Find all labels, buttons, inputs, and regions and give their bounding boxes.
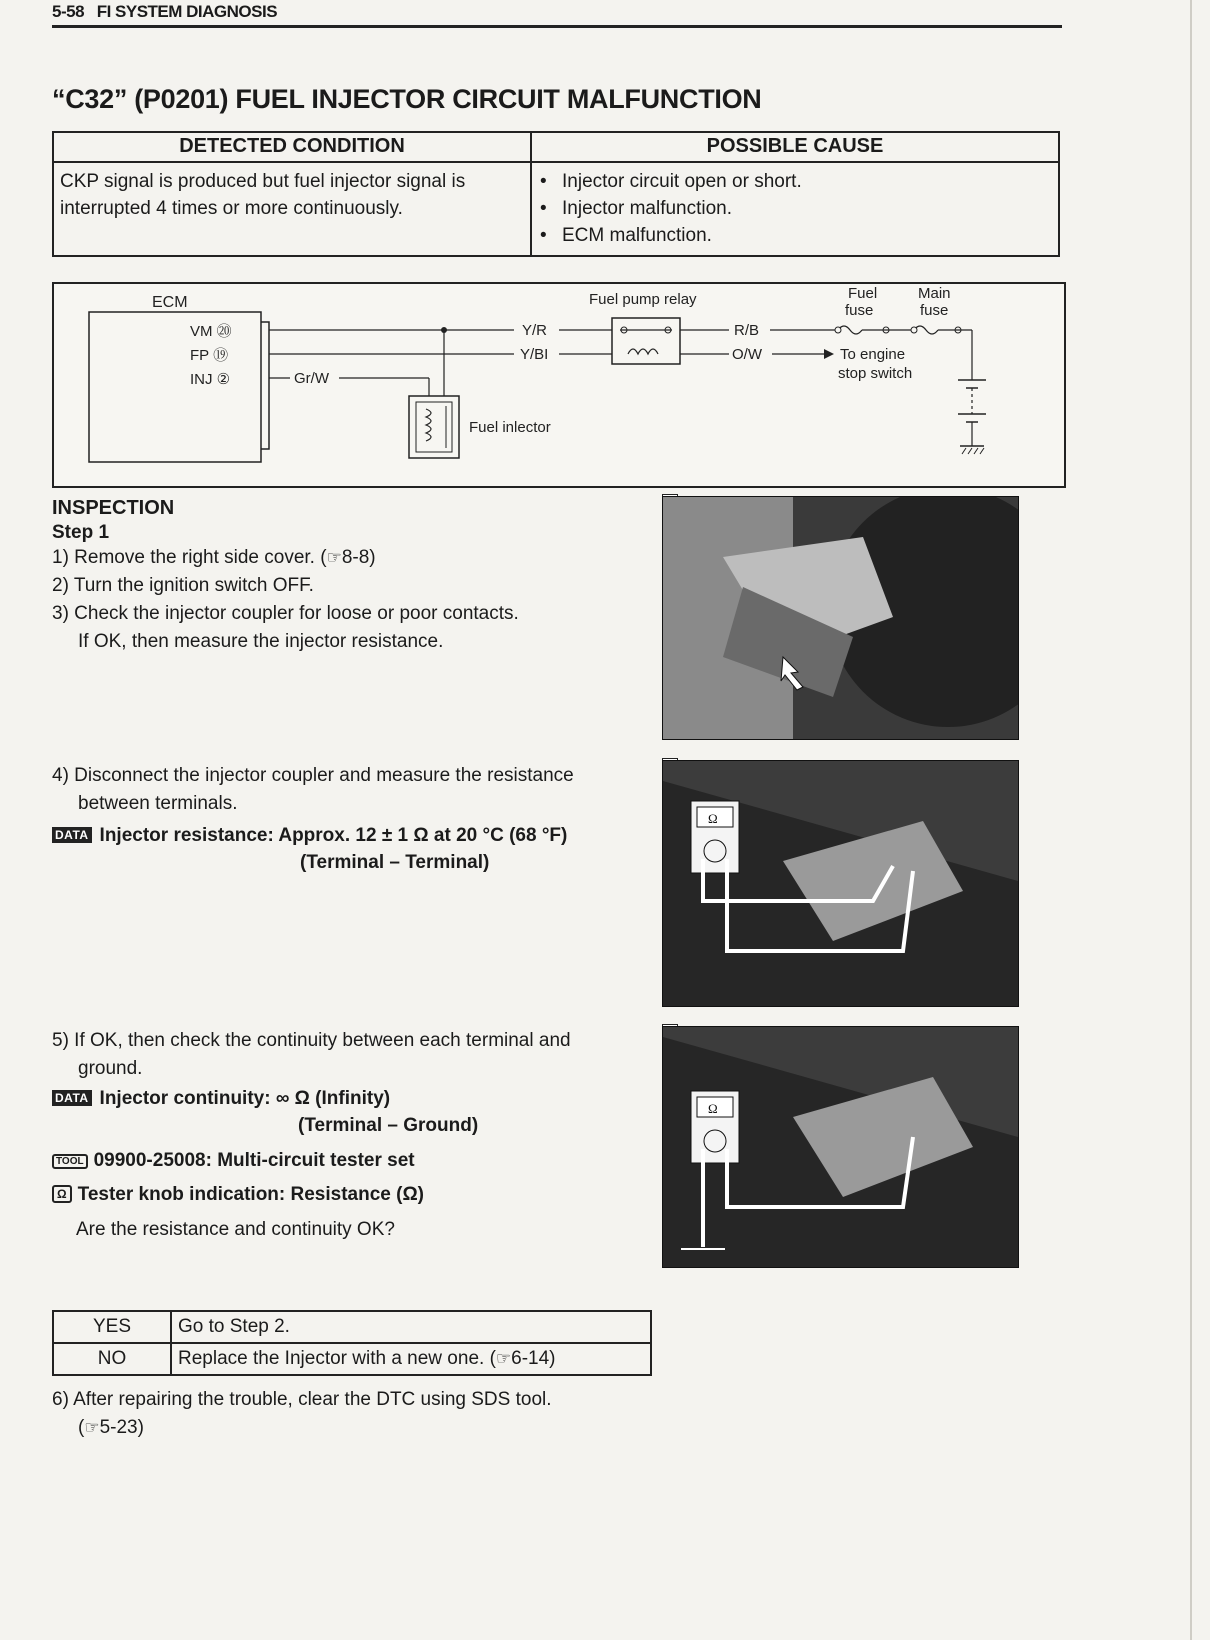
section-title: FI SYSTEM DIAGNOSIS [96,2,278,21]
data-icon: DATA [52,1090,92,1106]
engine-stop-switch-label-2: stop switch [838,365,913,382]
photo-resistance-measurement [662,760,1019,1007]
step-5 [52,1027,632,1083]
terminal-inj: INJ ② [190,371,231,388]
special-tool [52,1150,415,1172]
tool-icon: TOOL [52,1154,88,1169]
step-5-text-cont: ground. [78,1058,143,1079]
data-icon: DATA [52,827,92,843]
spec-injector-continuity-text: Injector continuity: ∞ Ω (Infinity) [99,1088,391,1109]
spec-injector-continuity [52,1088,390,1110]
possible-cause-list [538,168,1052,249]
spec-injector-resistance-sub: (Terminal – Terminal) [300,852,490,873]
page-reference: 5-58 [52,2,85,21]
header-rule [52,25,1062,28]
reference-icon: ☞ [326,548,342,567]
step-6 [52,1386,652,1442]
spec-injector-continuity-sub: (Terminal – Ground) [298,1115,479,1136]
step-6-text: 6) After repairing the trouble, clear the DTC using SDS tool. [52,1389,552,1410]
cause-item: • Injector malfunction. [538,195,1052,222]
no-action-text: Replace the Injector with a new one. ( [178,1348,496,1369]
reference-icon: ☞ [84,1418,100,1437]
main-fuse-icon [914,326,938,334]
fuse-terminal [835,327,841,333]
photo-injector-coupler-image [663,497,1018,739]
ecm-label: ECM [152,294,188,311]
yes-action: Go to Step 2. [171,1311,651,1343]
photo-continuity-measurement [662,1026,1019,1268]
possible-cause-header: POSSIBLE CAUSE [531,132,1059,162]
engine-stop-switch-label-1: To engine [840,346,906,363]
main-fuse-label-1: Main [918,285,951,302]
fuse-terminal [911,327,917,333]
wire-label-rb: R/B [734,322,760,339]
arrow-icon [824,349,834,359]
fuel-fuse-label-1: Fuel [848,285,878,302]
cause-item: • ECM malfunction. [538,222,1052,249]
wire-label-yr: Y/R [522,322,548,339]
no-row [53,1343,651,1375]
photo-resistance-measurement-image [663,761,1018,1006]
step-4-text-cont: between terminals. [78,793,238,814]
question-text: Are the resistance and continuity OK? [76,1219,395,1240]
condition-table [52,131,1060,257]
fuel-injector-inner [416,402,452,452]
main-fuse-label-2: fuse [920,302,949,319]
spec-injector-resistance-text: Injector resistance: Approx. 12 ± 1 Ω at 20 °C (68 °F) [99,825,568,846]
fuel-pump-relay-label: Fuel pump relay [589,291,697,308]
tester-knob-icon: Ω [52,1185,72,1203]
step-1 [52,544,652,572]
step-5-text: 5) If OK, then check the continuity between each terminal and [52,1030,571,1051]
step-heading: Step 1 [52,522,110,543]
detected-condition-header: DETECTED CONDITION [53,132,531,162]
ecm-box [89,312,261,462]
yes-key: YES [53,1311,171,1343]
spec-injector-resistance [52,825,567,847]
running-header [52,2,277,22]
step-3-note: If OK, then measure the injector resistance. [78,631,444,652]
yes-no-table [52,1310,652,1376]
steps-1-3 [52,544,652,656]
fuel-fuse-icon [838,326,862,334]
tester-knob-indication [52,1184,424,1206]
yes-row [53,1311,651,1343]
step-2: 2) Turn the ignition switch OFF. [52,575,314,596]
terminal-vm: VM ⑳ [190,323,232,340]
inspection-heading: INSPECTION [52,497,175,519]
wire-label-ybi: Y/BI [520,346,549,363]
wire-label-grw: Gr/W [294,370,329,387]
injector-coil-icon [426,409,431,441]
wire-label-ow: O/W [732,346,762,363]
page-title: “C32” (P0201) FUEL INJECTOR CIRCUIT MALFUNCTION [52,84,762,114]
ecm-connector [261,322,269,449]
ohm-symbol: Ω [708,811,718,826]
ground-hatch [962,448,984,454]
possible-cause-cell [531,162,1059,256]
no-key: NO [53,1343,171,1375]
no-action-reference[interactable]: 6-14) [511,1348,556,1369]
binding-edge [1190,0,1192,1640]
reference-icon: ☞ [495,1349,512,1368]
step-1-reference[interactable]: 8-8) [341,547,376,568]
step-6-reference-line: (☞5-23) [78,1417,144,1438]
photo-continuity-measurement-image [663,1027,1018,1267]
ohm-symbol: Ω [708,1101,718,1116]
relay-coil-icon [628,349,658,354]
photo-injector-coupler [662,496,1019,740]
fuel-pump-relay-box [612,318,680,364]
fuel-injector-label: Fuel inlector [469,419,551,436]
step-4-text: 4) Disconnect the injector coupler and measure the resistance [52,765,574,786]
step-6-reference[interactable]: 5-23) [99,1417,144,1438]
step-1-text: 1) Remove the right side cover. ( [52,547,327,568]
step-4 [52,762,632,818]
fuel-fuse-label-2: fuse [845,302,874,319]
no-action [171,1343,651,1375]
special-tool-text: 09900-25008: Multi-circuit tester set [93,1150,415,1171]
tester-knob-text: Tester knob indication: Resistance (Ω) [77,1184,425,1205]
terminal-fp: FP ⑲ [190,347,229,364]
cause-item: • Injector circuit open or short. [538,168,1052,195]
detected-condition-cell: CKP signal is produced but fuel injector signal is interrupted 4 times or more continuously. [53,162,531,256]
step-3: 3) Check the injector coupler for loose or poor contacts. [52,603,519,624]
wiring-diagram-svg [54,284,1064,486]
wiring-diagram [52,282,1066,488]
